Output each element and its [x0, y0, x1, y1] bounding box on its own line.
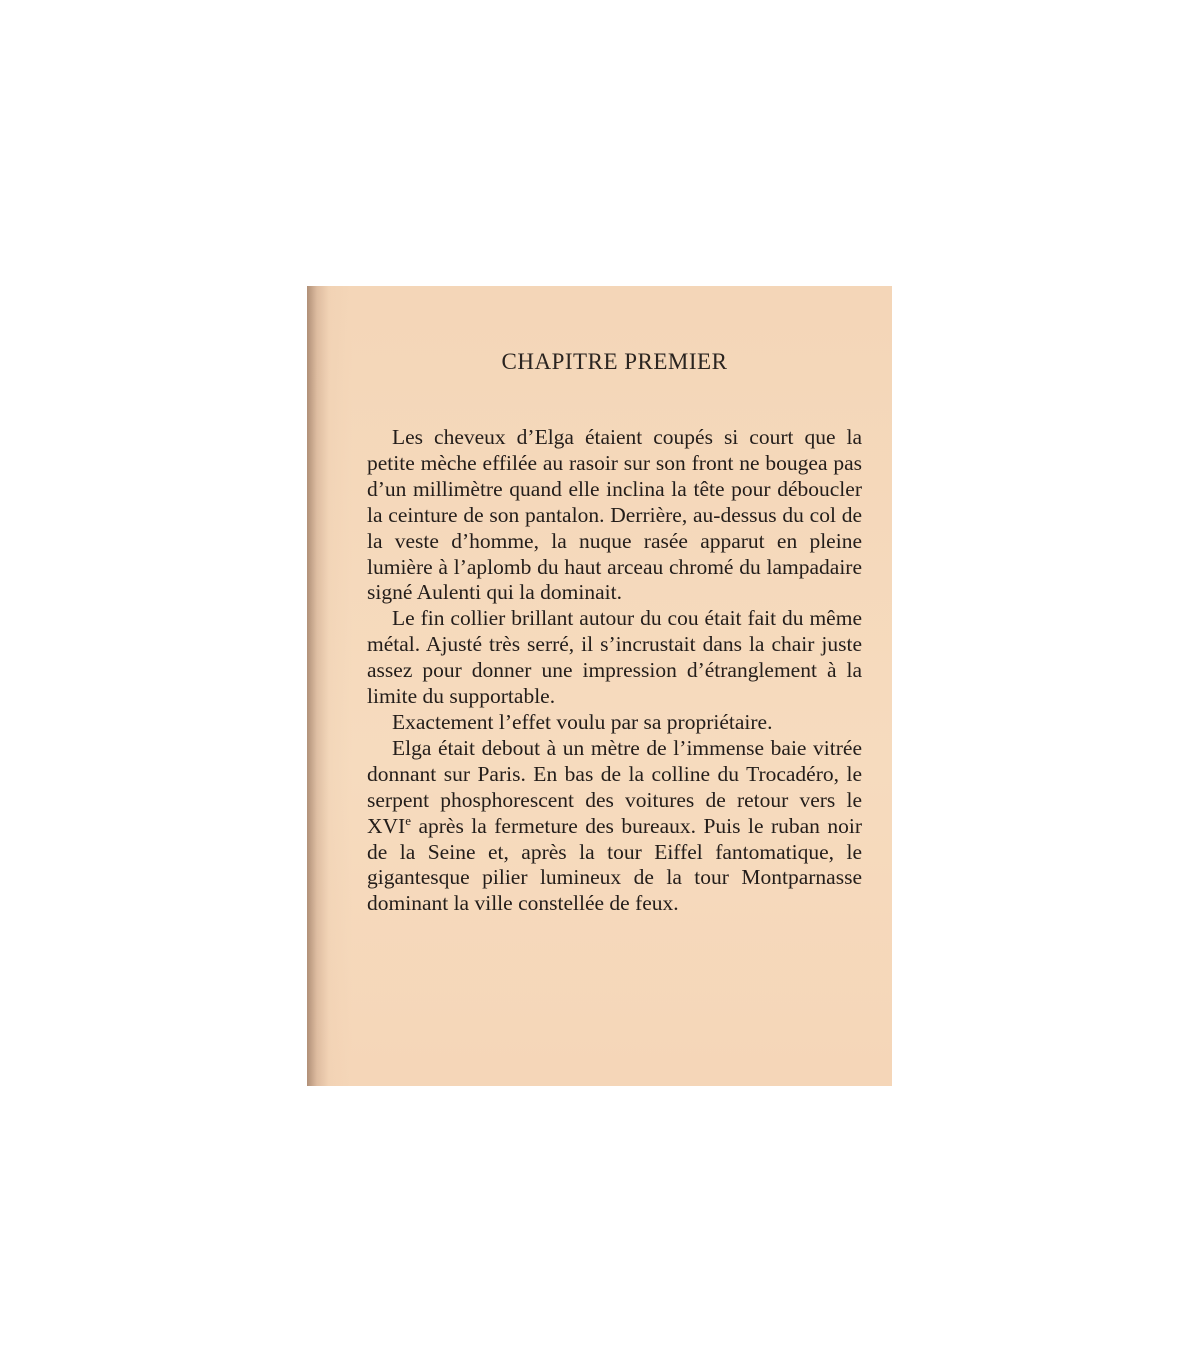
text-body: [367, 425, 862, 917]
paragraph-4: [367, 736, 862, 917]
paragraph-1: Les cheveux d’Elga étaient coupés si court que la petite mèche effilée au rasoir sur son front ne bougea pas d’un millimètre quand elle inclina la tête pour déboucler la ceinture de son pantalon. Derrière, au-dessus du col de la veste d’homme, la nuque rasée apparut en pleine lumière à l’aplomb du haut arceau chromé du lampadaire signé Aulenti qui la dominait.: [367, 425, 862, 605]
paragraph-4-text-after: après la fermeture des bureaux. Puis le ruban noir de la Seine et, après la tour Eiffel fantomatique, le gigantesque pilier lumineux de la tour Montparnasse dominant la ville constellée de feux.: [367, 813, 862, 916]
paragraph-4-text-before: Elga était debout à un mètre de l’immense baie vitrée donnant sur Paris. En bas de la colline du Trocadéro, le serpent phosphorescent des voitures de retour vers le XVI: [367, 735, 862, 838]
paragraph-2: Le fin collier brillant autour du cou était fait du même métal. Ajusté très serré, il s’incrustait dans la chair juste assez pour donner une impression d’étranglement à la limite du supportable.: [367, 606, 862, 709]
superscript: e: [405, 812, 411, 828]
paragraph-3: Exactement l’effet voulu par sa propriétaire.: [392, 709, 773, 734]
chapter-title: CHAPITRE PREMIER: [501, 349, 728, 374]
book-page: [307, 286, 892, 1086]
